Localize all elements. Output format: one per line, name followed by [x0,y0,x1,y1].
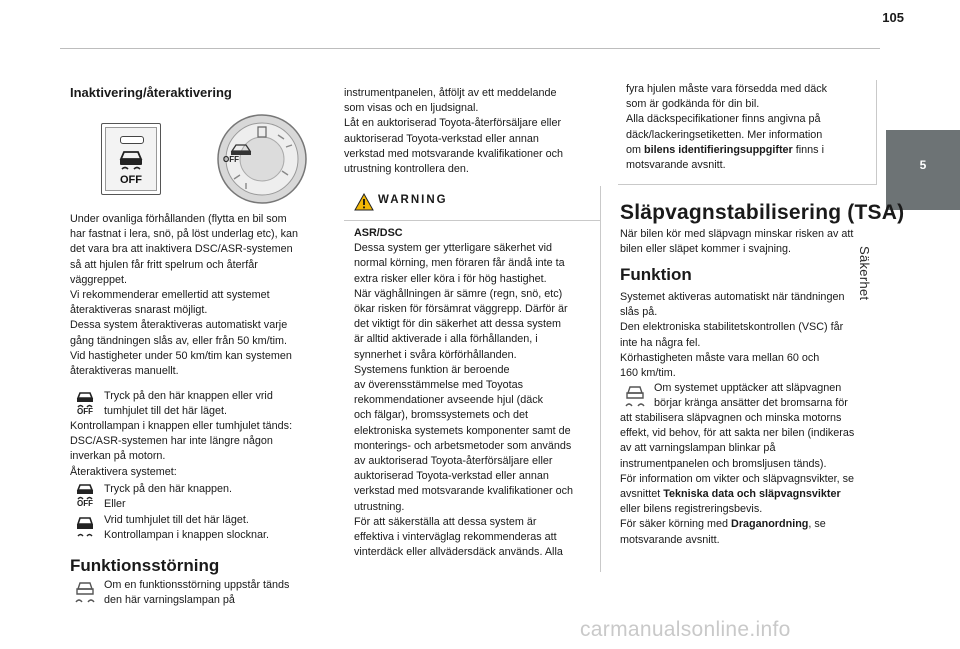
skid-warning-lamp-icon [72,580,98,606]
button-off-label: OFF [120,174,142,186]
function-text: Systemet aktiveras automatiskt när tändningen slås på. Den elektroniska stabilitetskontrollen (VSC) får inte ha några fel. Körhastigheten måste vara mellan 60 och 160 km/tim. [620,291,845,380]
warning-label: WARNING [378,194,448,206]
header-divider [60,48,880,49]
esp-off-icon: OFF [72,391,98,417]
esp-off-button-illustration [101,123,161,195]
step1-text: Tryck på den här knappen eller vrid tumhjulet till det här läget. [104,390,273,418]
page-number: 105 [882,10,904,25]
trailer-sway-text: att stabilisera släpvagnen och minska motorns effekt, vid behov, för att sakta ner bilen (indikeras av att varningslampan blinkar på instrumentpanelen och bromsljusen tänds). För information om vikter och släpvagnsvikter, se avsnittet Tekniska data och släpvagnsvikter eller bilens registreringsbevis. För säker körning med Draganordning, se motsvarande avsnitt. [620,412,855,546]
warning-title: ASR/DSC [354,227,403,239]
skid-warning-lamp-icon [622,384,648,410]
tsa-heading: Släpvagnstabilisering (TSA) [620,201,905,224]
intro-paragraph: Under ovanliga förhållanden (flytta en bil som har fastnat i lera, snö, på löst underlag etc), kan det vara bra att inaktivera DSC/ASR-systemen så att hjulen får fritt spelrum och återfår väggreppet. Vi rekommenderar emellertid att systemet återaktiveras snarast möjligt. Dessa system återaktiveras automatiskt varje gång tändningen slås av, eller från 50 km/tim. Vid hastigheter under 50 km/tim kan systemen återaktiveras manuellt. [70,213,299,378]
watermark: carmanualsonline.info [580,618,791,641]
col3-box-text: fyra hjulen måste vara försedda med däck som är godkända för din bil. Alla däckspecifikationer finns angivna på däck/lackeringsetiketten. Mer information om bilens identifieringsuppgifter finns i motsvarande avsnitt. [626,83,828,172]
fault-heading: Funktionsstörning [70,556,220,575]
step2-text: Tryck på den här knappen. Eller [104,483,233,511]
indicator-paragraph: Kontrollampan i knappen eller tumhjulet tänds: DSC/ASR-systemen har inte längre någon inverkan på motorn. Återaktivera systemet: [70,420,293,478]
step3-text: Vrid tumhjulet till det här läget. Kontrollampan i knappen slocknar. [104,514,270,542]
skid-car-icon [72,515,98,541]
esp-off-icon: OFF [72,483,98,509]
thumbwheel-dial-illustration [216,113,308,205]
col2-top-paragraph: instrumentpanelen, åtföljt av ett meddelande som visas och en ljudsignal. Låt en auktoriserad Toyota-återförsäljare eller auktoriserad Toyota-verkstad eller annan verkstad med motsvarande kvalifikationer och utrustning kontrollera den. [344,87,564,176]
chapter-title: Säkerhet [857,246,872,301]
trailer-sway-icon-text: Om systemet upptäcker att släpvagnen börjar kränga ansätter det bromsarna för [654,382,848,410]
fault-text: Om en funktionsstörning uppstår tänds den här varningslampan på [104,579,290,607]
warning-text: ASR/DSC Dessa system ger ytterligare säkerhet vid normal körning, men föraren får ändå inte ta extra risker eller köra i för hög hastighet. När väghållningen är sämre (regn, snö, etc) ökar risken för försämrat väggrepp. Därför är det viktigt för din säkerhet att dessa system är alltid aktiverade i alla förhållanden, i synnerhet i svåra körförhållanden. Systemens funktion är beroende av överensstämmelse med Toyotas rekommendationer avseende hjul (däck och fälgar), bromssystemets och det elektroniska systemets komponenter samt de monterings- och arbetsmetoder som används av auktoriserad Toyota-återförsäljare eller auktoriserad Toyota-verkstad eller annan verkstad med motsvarande kvalifikationer och utrustning. För att säkerställa att dessa system är effektiva i vinterväglag rekommenderas att vinterdäck eller allvädersdäck används. Alla [354,226,596,560]
chapter-number: 5 [919,158,927,172]
function-heading: Funktion [620,265,692,284]
section-heading-deactivation: Inaktivering/återaktivering [70,85,232,100]
skid-car-icon [116,148,146,172]
dial-off-label: OFF [223,155,239,164]
tsa-intro: När bilen kör med släpvagn minskar risken av att bilen eller släpet kommer i svajning. [620,228,854,256]
warning-triangle-icon [354,193,374,211]
